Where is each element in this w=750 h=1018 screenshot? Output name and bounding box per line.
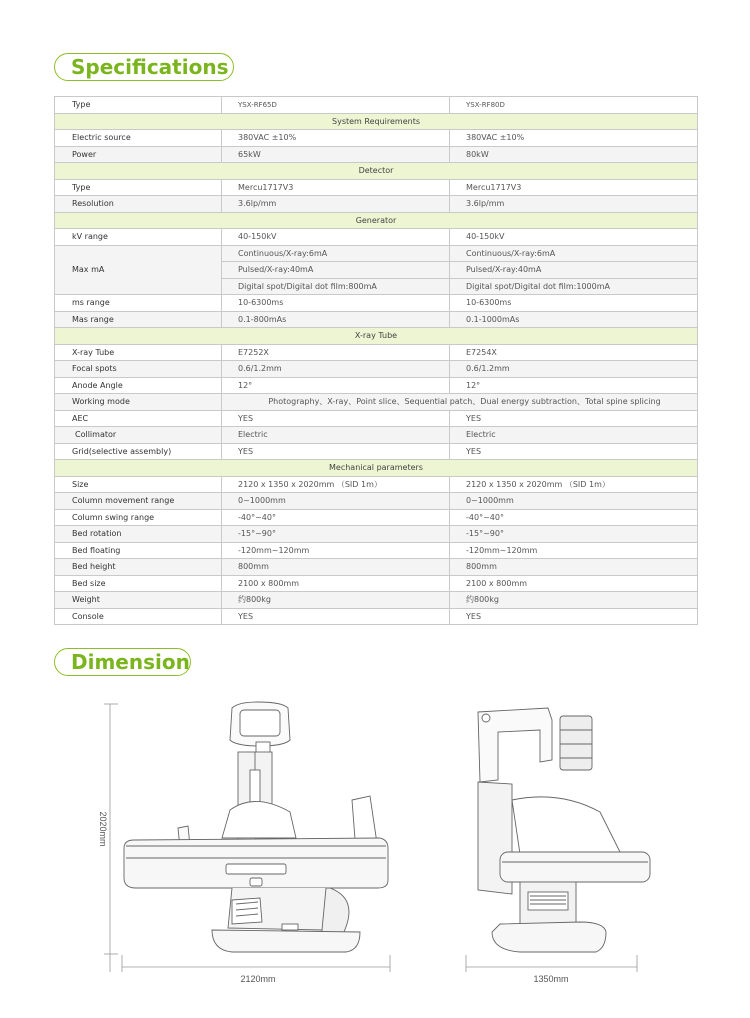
row-value-b: Mercu1717V3 <box>450 179 698 196</box>
row-value-b: -40°~40° <box>450 509 698 526</box>
row-label: Collimator <box>55 427 222 444</box>
row-value-a: 0.6/1.2mm <box>222 361 450 378</box>
row-label: Mas range <box>55 311 222 328</box>
row-value-a: 10-6300ms <box>222 295 450 312</box>
row-label: ms range <box>55 295 222 312</box>
section-system: System Requirements <box>55 113 698 130</box>
row-value-a: 0.1-800mAs <box>222 311 450 328</box>
row-value-b: Pulsed/X-ray:40mA <box>450 262 698 279</box>
row-label: Anode Angle <box>55 377 222 394</box>
row-label: Power <box>55 146 222 163</box>
working-mode-value: Photography、X-ray、Point slice、Sequential patch、Dual energy subtraction、Total spine splicing <box>222 394 698 411</box>
row-value-a: 3.6lp/mm <box>222 196 450 213</box>
row-label: Electric source <box>55 130 222 147</box>
row-value-a: Mercu1717V3 <box>222 179 450 196</box>
row-value-a: -15°~90° <box>222 526 450 543</box>
row-value-a: 380VAC ±10% <box>222 130 450 147</box>
row-value-a: 约800kg <box>222 592 450 609</box>
height-label: 2020mm <box>98 811 108 847</box>
row-value-b: YES <box>450 410 698 427</box>
row-label: Bed rotation <box>55 526 222 543</box>
row-label: AEC <box>55 410 222 427</box>
row-value-a: Digital spot/Digital dot film:800mA <box>222 278 450 295</box>
row-value-b: 2100 x 800mm <box>450 575 698 592</box>
depth-label: 1350mm <box>533 974 569 984</box>
row-value-a: YES <box>222 410 450 427</box>
section-detector: Detector <box>55 163 698 180</box>
row-value-b: 约800kg <box>450 592 698 609</box>
row-value-b: 0~1000mm <box>450 493 698 510</box>
row-value-b: 0.6/1.2mm <box>450 361 698 378</box>
row-label: Console <box>55 608 222 625</box>
row-value-a: Continuous/X-ray:6mA <box>222 245 450 262</box>
row-value-a: 12° <box>222 377 450 394</box>
row-value-a: 65kW <box>222 146 450 163</box>
row-label: Grid(selective assembly) <box>55 443 222 460</box>
row-value-b: 40-150kV <box>450 229 698 246</box>
row-value-a: 0~1000mm <box>222 493 450 510</box>
row-value-a: 2100 x 800mm <box>222 575 450 592</box>
model-a: YSX-RF65D <box>222 97 450 114</box>
row-value-a: Electric <box>222 427 450 444</box>
row-label: Max mA <box>55 245 222 295</box>
section-generator: Generator <box>55 212 698 229</box>
machine-front-view <box>124 702 388 952</box>
row-value-b: 380VAC ±10% <box>450 130 698 147</box>
row-label: kV range <box>55 229 222 246</box>
row-label: Size <box>55 476 222 493</box>
row-label: Working mode <box>55 394 222 411</box>
row-value-b: YES <box>450 443 698 460</box>
row-value-a: Pulsed/X-ray:40mA <box>222 262 450 279</box>
specifications-heading: Specifications <box>54 53 234 81</box>
row-label: Weight <box>55 592 222 609</box>
row-value-b: Electric <box>450 427 698 444</box>
row-label: X-ray Tube <box>55 344 222 361</box>
row-label: Bed size <box>55 575 222 592</box>
section-mechanical: Mechanical parameters <box>55 460 698 477</box>
row-value-b: 12° <box>450 377 698 394</box>
row-value-b: 800mm <box>450 559 698 576</box>
row-value-a: 2120 x 1350 x 2020mm （SID 1m） <box>222 476 450 493</box>
row-label: Bed height <box>55 559 222 576</box>
row-value-b: -15°~90° <box>450 526 698 543</box>
row-value-a: YES <box>222 608 450 625</box>
row-value-b: Continuous/X-ray:6mA <box>450 245 698 262</box>
model-b: YSX-RF80D <box>450 97 698 114</box>
row-value-b: -120mm~120mm <box>450 542 698 559</box>
row-label: Bed floating <box>55 542 222 559</box>
row-value-b: 80kW <box>450 146 698 163</box>
row-value-b: Digital spot/Digital dot film:1000mA <box>450 278 698 295</box>
row-value-a: -40°~40° <box>222 509 450 526</box>
type-label: Type <box>55 97 222 114</box>
row-value-a: E7252X <box>222 344 450 361</box>
row-label: Resolution <box>55 196 222 213</box>
row-value-b: 10-6300ms <box>450 295 698 312</box>
row-value-a: 800mm <box>222 559 450 576</box>
row-value-b: 3.6lp/mm <box>450 196 698 213</box>
machine-side-view <box>478 708 650 952</box>
row-value-b: E7254X <box>450 344 698 361</box>
row-value-a: 40-150kV <box>222 229 450 246</box>
width-label: 2120mm <box>240 974 276 984</box>
row-label: Column movement range <box>55 493 222 510</box>
section-xray-tube: X-ray Tube <box>55 328 698 345</box>
row-label: Column swing range <box>55 509 222 526</box>
row-value-a: -120mm~120mm <box>222 542 450 559</box>
row-value-b: YES <box>450 608 698 625</box>
row-label: Focal spots <box>55 361 222 378</box>
row-value-a: YES <box>222 443 450 460</box>
row-label: Type <box>55 179 222 196</box>
dimension-heading: Dimension <box>54 648 191 676</box>
row-value-b: 2120 x 1350 x 2020mm （SID 1m） <box>450 476 698 493</box>
row-value-b: 0.1-1000mAs <box>450 311 698 328</box>
